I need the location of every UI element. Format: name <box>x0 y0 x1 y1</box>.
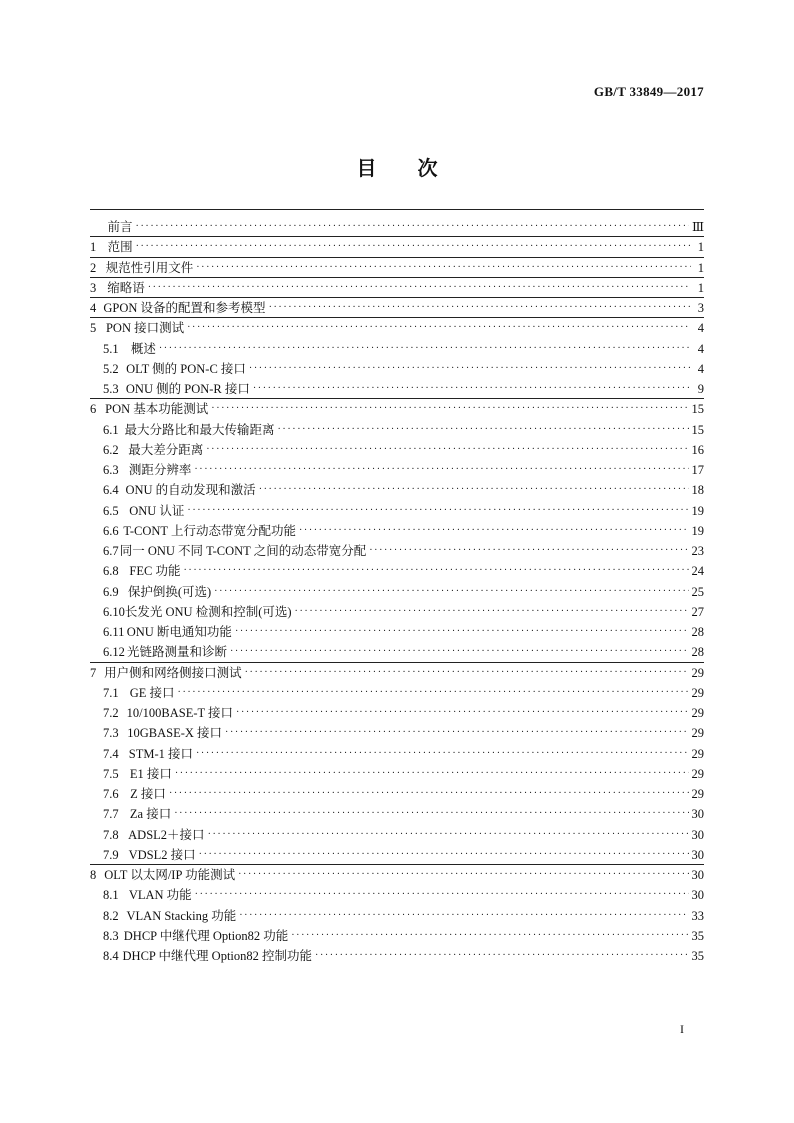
toc-entry-page: 15 <box>691 402 704 417</box>
toc-section-entry[interactable] <box>90 521 704 541</box>
toc-entry-title: STM-1 接口 <box>128 746 193 761</box>
toc-leader-dots <box>175 764 689 784</box>
toc-entry-number: 6.4 <box>103 483 119 498</box>
toc-entry-number: 8 <box>90 868 97 882</box>
toc-entry-number: 8.1 <box>103 888 119 903</box>
toc-entry-title: GPON 设备的配置和参考模型 <box>103 301 266 315</box>
toc-section-entry[interactable] <box>90 683 704 703</box>
toc-entry-page: 30 <box>691 807 704 822</box>
toc-entry-title: Z 接口 <box>130 787 166 801</box>
toc-entry-page: 29 <box>691 665 704 680</box>
toc-entry-number: 6 <box>90 402 97 417</box>
toc-leader-dots <box>174 804 688 824</box>
toc-entry-title: FEC 功能 <box>129 564 181 579</box>
page-number: I <box>680 1022 684 1036</box>
toc-entry-page: 30 <box>691 827 704 842</box>
toc-entry-title: E1 接口 <box>129 766 172 781</box>
toc-leader-dots <box>259 480 689 500</box>
toc-entry-page: 30 <box>691 847 704 862</box>
toc-chapter-entry[interactable] <box>90 258 704 278</box>
toc-section-entry[interactable] <box>90 764 704 784</box>
toc-entry-number: 7.5 <box>103 766 119 781</box>
toc-entry-page: 23 <box>691 544 704 558</box>
toc-leader-dots <box>235 622 689 642</box>
toc-leader-dots <box>187 501 688 521</box>
toc-leader-dots <box>136 237 691 257</box>
toc-entry-number: 7.7 <box>103 807 119 822</box>
toc-entry-page: 29 <box>691 726 704 741</box>
toc-entry-page: 3 <box>697 301 704 315</box>
toc-entry-page: 25 <box>691 584 704 599</box>
toc-entry-title: 最大分路比和最大传输距离 <box>124 422 275 437</box>
toc-entry-number: 8.3 <box>103 928 119 943</box>
toc-entry-page: 4 <box>697 341 704 356</box>
toc-entry-number: 6.1 <box>103 422 119 437</box>
page-title <box>0 152 794 181</box>
toc-leader-dots <box>225 723 688 743</box>
toc-chapter-entry[interactable] <box>90 663 704 683</box>
toc-entry-title: 光链路测量和诊断 <box>126 645 227 660</box>
toc-entry-number: 6.10 <box>103 604 125 619</box>
toc-entry-title: 缩略语 <box>107 280 145 295</box>
toc-entry-number: 5 <box>90 321 97 336</box>
toc-entry-page: 30 <box>691 868 704 882</box>
toc-leader-dots <box>195 885 689 905</box>
toc-entry-number: 7.4 <box>103 746 119 761</box>
toc-section-entry[interactable] <box>90 602 704 622</box>
toc-entry-page: 29 <box>691 706 704 720</box>
toc-section-entry[interactable] <box>90 501 704 521</box>
toc-leader-dots <box>245 663 689 683</box>
toc-leader-dots <box>249 359 691 379</box>
toc-chapter-entry[interactable] <box>90 399 704 419</box>
toc-entry-title: ONU 断电通知功能 <box>126 625 232 639</box>
toc-entry-number: 8.4 <box>103 949 119 963</box>
toc-entry-page: 19 <box>691 523 704 538</box>
toc-section-entry[interactable] <box>90 723 704 743</box>
toc-chapter-entry[interactable] <box>90 217 704 237</box>
toc-entry-page: 29 <box>691 685 704 700</box>
toc-entry-title: Za 接口 <box>129 807 172 822</box>
toc-section-entry[interactable] <box>90 460 704 480</box>
toc-section-entry[interactable] <box>90 541 704 561</box>
toc-entry-page: 1 <box>697 260 704 275</box>
toc-chapter-entry[interactable] <box>90 298 704 318</box>
toc-entry-number: 6.9 <box>103 584 119 599</box>
toc-entry-title: PON 基本功能测试 <box>105 402 209 417</box>
toc-entry-page: Ⅲ <box>691 220 704 234</box>
toc-section-entry[interactable] <box>90 561 704 581</box>
toc-entry-number: 1 <box>90 240 97 255</box>
toc-entry-number: 5.2 <box>103 361 119 376</box>
toc-section-entry[interactable] <box>90 784 704 804</box>
toc-section-entry[interactable] <box>90 825 704 845</box>
toc-entry-title: 测距分辨率 <box>128 463 192 477</box>
toc-entry-number: 7.1 <box>103 685 119 700</box>
toc-leader-dots <box>315 946 688 966</box>
toc-entry-title: 最大差分距离 <box>128 442 204 457</box>
toc-leader-dots <box>238 865 688 885</box>
toc-entry-number: 5.3 <box>103 382 119 396</box>
toc-section-entry[interactable] <box>90 804 704 824</box>
toc-entry-title: T-CONT 上行动态带宽分配功能 <box>123 523 296 538</box>
toc-leader-dots <box>239 906 688 926</box>
toc-entry-title: 10/100BASE-T 接口 <box>126 706 234 720</box>
toc-entry-page: 35 <box>691 949 704 963</box>
toc-section-entry[interactable] <box>90 379 704 399</box>
toc-leader-dots <box>211 399 688 419</box>
toc-entry-page: 19 <box>691 503 704 518</box>
toc-entry-title: DHCP 中继代理 Option82 控制功能 <box>122 949 313 963</box>
toc-leader-dots <box>214 582 688 602</box>
toc-section-entry[interactable] <box>90 440 704 460</box>
toc-entry-number: 7.9 <box>103 847 119 862</box>
toc-entry-number: 6.6 <box>103 523 119 538</box>
toc-section-entry[interactable] <box>90 480 704 500</box>
toc-leader-dots <box>196 744 689 764</box>
toc-entry-number: 3 <box>90 280 97 295</box>
toc-entry-number: 7.3 <box>103 726 119 741</box>
toc-entry-title: 长发光 ONU 检测和控制(可选) <box>124 604 292 619</box>
toc-entry-page: 1 <box>697 280 704 295</box>
toc-entry-page: 24 <box>691 564 704 579</box>
toc-leader-dots <box>236 703 688 723</box>
toc-entry-page: 15 <box>691 422 704 437</box>
toc-entry-page: 29 <box>691 787 704 801</box>
toc-entry-page: 33 <box>691 908 704 923</box>
toc-section-entry[interactable] <box>90 703 704 723</box>
toc-entry-title: 概述 <box>130 341 156 356</box>
toc-section-entry[interactable] <box>90 946 704 966</box>
toc-leader-dots <box>194 460 688 480</box>
toc-leader-dots <box>136 217 689 237</box>
toc-leader-dots <box>178 683 689 703</box>
toc-entry-page: 29 <box>691 766 704 781</box>
toc-entry-page: 9 <box>697 382 704 396</box>
page-title-char-2: 次 <box>417 158 438 180</box>
toc-entry-title: VLAN Stacking 功能 <box>126 908 237 923</box>
toc-leader-dots <box>208 825 689 845</box>
toc-section-entry[interactable] <box>90 582 704 602</box>
toc-entry-page: 18 <box>691 483 704 498</box>
toc-entry-number: 6.7 <box>103 544 119 558</box>
toc-chapter-entry[interactable] <box>90 278 704 298</box>
toc-entry-title: 同一 ONU 不同 T-CONT 之间的动态带宽分配 <box>119 544 367 558</box>
toc-leader-dots <box>253 379 691 399</box>
toc-entry-title: ONU 认证 <box>129 503 185 518</box>
toc-entry-page: 1 <box>697 240 704 255</box>
toc-chapter-entry[interactable] <box>90 237 704 257</box>
standard-number: GB/T 33849—2017 <box>593 84 704 99</box>
toc-entry-title: 规范性引用文件 <box>105 260 194 275</box>
toc-entry-title: ONU 侧的 PON-R 接口 <box>125 382 250 396</box>
toc-section-entry[interactable] <box>90 420 704 440</box>
toc-entry-number: 6.12 <box>103 645 125 660</box>
toc-leader-dots <box>369 541 688 561</box>
toc-entry-page: 35 <box>691 928 704 943</box>
toc-entry-number: 7.8 <box>103 827 119 842</box>
toc-entry-page: 27 <box>691 604 704 619</box>
toc-section-entry[interactable] <box>90 926 704 946</box>
toc-entry-number: 6.2 <box>103 442 119 457</box>
toc-entry-number: 6.8 <box>103 564 119 579</box>
toc-section-entry[interactable] <box>90 359 704 379</box>
toc-entry-number: 6.3 <box>103 463 119 477</box>
toc-entry-number: 7 <box>90 665 97 680</box>
toc-entry-page: 17 <box>691 463 704 477</box>
toc-section-entry[interactable] <box>90 339 704 359</box>
toc-entry-title: 保护倒换(可选) <box>127 584 212 599</box>
toc-section-entry[interactable] <box>90 642 704 662</box>
toc-entry-number: 5.1 <box>103 341 119 356</box>
toc-entry-number: 7.2 <box>103 706 119 720</box>
toc-entry-title: 范围 <box>107 240 133 255</box>
toc-entry-title: 前言 <box>107 220 133 234</box>
toc-entry-title: 用户侧和网络侧接口测试 <box>104 665 242 680</box>
toc-leader-dots <box>196 258 691 278</box>
toc-entry-title: ADSL2＋接口 <box>128 827 205 842</box>
toc-leader-dots <box>230 642 689 662</box>
toc-chapter-entry[interactable] <box>90 865 704 885</box>
toc-leader-dots <box>278 420 689 440</box>
toc-entry-title: OLT 以太网/IP 功能测试 <box>104 868 236 882</box>
toc-entry-title: ONU 的自动发现和激活 <box>125 483 256 498</box>
toc-entry-title: 10GBASE-X 接口 <box>127 726 223 741</box>
toc-section-entry[interactable] <box>90 845 704 865</box>
toc-section-entry[interactable] <box>90 744 704 764</box>
toc-entry-number: 4 <box>90 301 97 315</box>
toc-entry-page: 30 <box>691 888 704 903</box>
toc-leader-dots <box>159 339 691 359</box>
toc-entry-title: GE 接口 <box>129 685 175 700</box>
toc-entry-title: PON 接口测试 <box>105 321 185 336</box>
toc-entry-title: VLAN 功能 <box>128 888 192 903</box>
toc-entry-page: 16 <box>691 442 704 457</box>
toc-leader-dots <box>269 298 691 318</box>
page-title-char-1: 目 <box>356 158 377 180</box>
toc-entry-number: 6.5 <box>103 503 119 518</box>
toc-leader-dots <box>291 926 688 946</box>
toc-section-entry[interactable] <box>90 906 704 926</box>
toc-leader-dots <box>187 318 691 338</box>
toc-entry-title: OLT 侧的 PON-C 接口 <box>126 361 246 376</box>
toc-leader-dots <box>199 845 689 865</box>
toc-entry-title: VDSL2 接口 <box>128 847 196 862</box>
toc-section-entry[interactable] <box>90 622 704 642</box>
toc-leader-dots <box>169 784 689 804</box>
toc-entry-page: 29 <box>691 746 704 761</box>
toc-entry-number: 7.6 <box>103 787 119 801</box>
toc-entry-title: DHCP 中继代理 Option82 功能 <box>123 928 289 943</box>
toc-top-rule <box>90 209 704 210</box>
toc-leader-dots <box>295 602 689 622</box>
toc-entry-number: 8.2 <box>103 908 119 923</box>
toc-leader-dots <box>299 521 689 541</box>
toc-leader-dots <box>148 278 691 298</box>
toc-entry-page: 4 <box>697 361 704 376</box>
toc-entry-page: 4 <box>697 321 704 336</box>
toc-leader-dots <box>206 440 688 460</box>
toc-leader-dots <box>183 561 688 581</box>
toc-chapter-entry[interactable] <box>90 318 704 338</box>
toc-entry-number: 2 <box>90 260 97 275</box>
toc-entry-page: 28 <box>691 625 704 639</box>
toc-entry-page: 28 <box>691 645 704 660</box>
toc-entry-number: 6.11 <box>103 625 125 639</box>
toc-section-entry[interactable] <box>90 885 704 905</box>
